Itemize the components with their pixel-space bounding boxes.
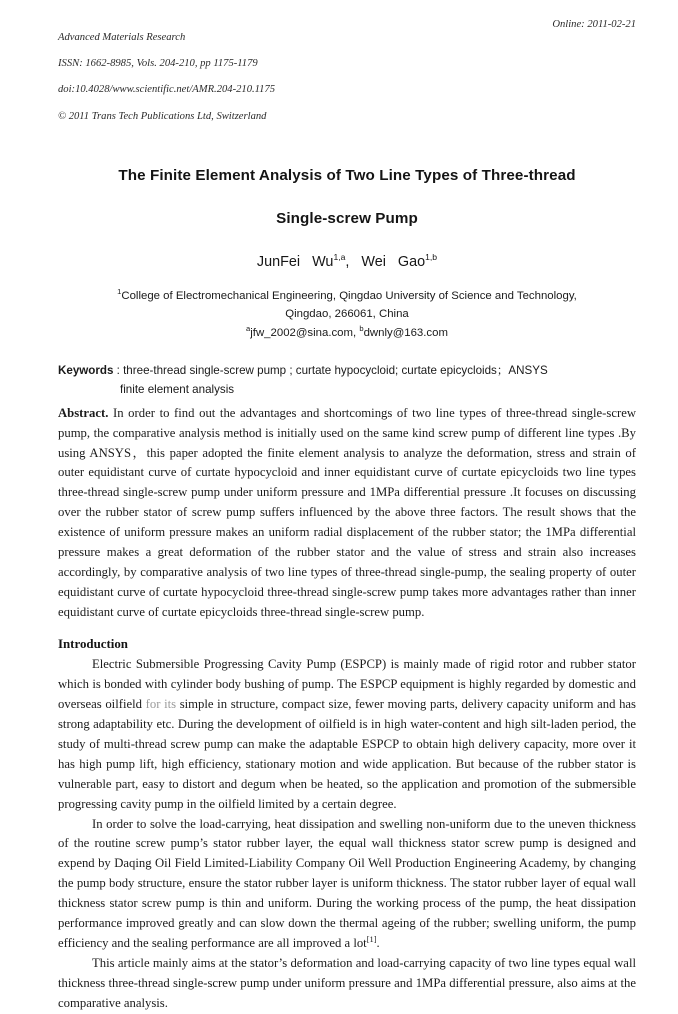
- journal-running-header: [58, 18, 636, 136]
- email-a-marker: a: [246, 324, 251, 334]
- email-b-marker: b: [359, 324, 364, 334]
- author-2-affiliation-marker: 1,b: [425, 252, 438, 263]
- intro-p1-faded-text: for its: [145, 697, 177, 712]
- journal-issn-line: ISSN: 1662-8985, Vols. 204-210, pp 1175-1179: [58, 58, 258, 70]
- reference-marker-1[interactable]: [1]: [366, 934, 377, 944]
- affiliation-block: [58, 287, 636, 343]
- keywords-line-2: finite element analysis: [120, 382, 235, 396]
- journal-doi-line: doi:10.4028/www.scientific.net/AMR.204-210.1175: [58, 84, 276, 96]
- abstract-paragraph: [58, 404, 636, 623]
- journal-name: Advanced Materials Research: [58, 32, 186, 44]
- section-heading-introduction: Introduction: [58, 637, 128, 652]
- title-line-2: Single-screw Pump: [276, 209, 418, 227]
- page-title: [58, 166, 636, 229]
- affiliation-line-2: Qingdao, 266061, China: [285, 308, 409, 321]
- author-1-name: JunFei Wu: [256, 253, 334, 270]
- affiliation-marker: 1: [117, 287, 122, 297]
- keywords-line-1: : three-thread single-screw pump ; curtate hypocycloid; curtate epicycloids；ANSYS: [113, 364, 548, 378]
- intro-p2-part-a: In order to solve the load-carrying, heat dissipation and swelling non-uniform due to the uneven thickness of the routine screw pump’s stator rubber layer, the equal wall thickness stator screw pump is designed and expend by Daqing Oil Field Limited-Liability Company Oil Well Production Engineering Academy, by changing the pump body structure, ensure the stator rubber layer is uniform thickness. The stator rubber layer of equal wall thickness stator screw pump is thin and uniform. During the working process of the pump, the heat dissipation performance improved greatly and can slow down the thermal ageing of the rubber; swelling uniform, the pump efficiency and the sealing performance are all improved a lot: [58, 816, 636, 950]
- affiliation-line-1: [58, 287, 636, 306]
- keywords-label: Keywords: [58, 364, 114, 378]
- introduction-paragraph-3: This article mainly aims at the stator’s deformation and load-carrying capacity of two line types equal wall thickness three-thread single-screw pump under uniform pressure and 1MPa differential pressure, also aims at the comparative analysis.: [58, 955, 636, 1010]
- introduction-paragraph-1: [58, 655, 636, 814]
- author-separator: ,: [345, 253, 362, 270]
- title-line-1: The Finite Element Analysis of Two Line Types of Three-thread: [118, 166, 576, 184]
- author-2-name: Wei Gao: [361, 253, 426, 270]
- intro-p1-part-a: Electric Submersible Progressing Cavity Pump (ESPCP) is mainly made of rigid rotor and rubber stator which is bonded with cylinder body bushing of pump. The ESPCP equipment is highly regarded by domestic and overseas oilfield: [58, 657, 636, 712]
- journal-header-left-block: [58, 18, 275, 136]
- introduction-paragraph-2: [58, 815, 636, 954]
- abstract-text: In order to find out the advantages and shortcomings of two line types of three-thread single-screw pump, the comparative analysis method is initially used on the same kind screw pump of different line types .By using ANSYS，this paper adopted the finite element analysis to analyze the deformation, stress and strain of outer equidistant curve of curtate hypocycloid and inner equidistant curve of curtate epicycloids two line types three-thread single-screw pump under uniform pressure and 1MPa differential pressure .It focuses on discussing over the rubber stator of screw pump suffers influenced by the above three factors. The result shows that the existence of uniform pressure makes an uniform radial displacement of the rubber stator; the 1MPa differential pressure makes a great deformation of the rubber stator and the value of stress and strain also increases accordingly, by comparative analysis of two line types of three-thread single-pump, the sealing property of outer equidistant curve of curtate hypocycloid three-thread single-screw pump takes more advantages rather than inner equidistant curve of curtate epicycloids three-thread single-screw pump.: [58, 405, 636, 619]
- affiliation-text: College of Electromechanical Engineering, Qingdao University of Science and Technology,: [121, 289, 577, 302]
- intro-p2-part-b: .: [376, 936, 380, 950]
- abstract-label: Abstract.: [58, 405, 109, 420]
- online-publication-date: Online: 2011-02-21: [552, 19, 636, 30]
- author-list: [58, 254, 636, 270]
- email-b[interactable]: dwnly@163.com: [363, 326, 448, 339]
- intro-p1-part-b: simple in structure, compact size, fewer moving parts, delivery capacity uniform and has strong adaptability etc. During the development of oilfield is in high water-content and high silt-laden period, the study of multi-thread screw pump can make the adaptable ESPCP to obtain high delivery capacity, more over it has high pump lift, high efficiency, stationary motion and wide application. But because of the rubber stator is vulnerable part, easy to distort and degum when be heated, so the application and promotion of the submersible progressing cavity pump in the oilfield limited by a certain degree.: [58, 697, 636, 811]
- affiliation-emails: [58, 324, 636, 343]
- journal-copyright-line: © 2011 Trans Tech Publications Ltd, Switzerland: [58, 110, 267, 122]
- email-a[interactable]: jfw_2002@sina.com,: [250, 326, 357, 339]
- keywords-block: [58, 362, 636, 398]
- author-1-affiliation-marker: 1,a: [333, 252, 346, 263]
